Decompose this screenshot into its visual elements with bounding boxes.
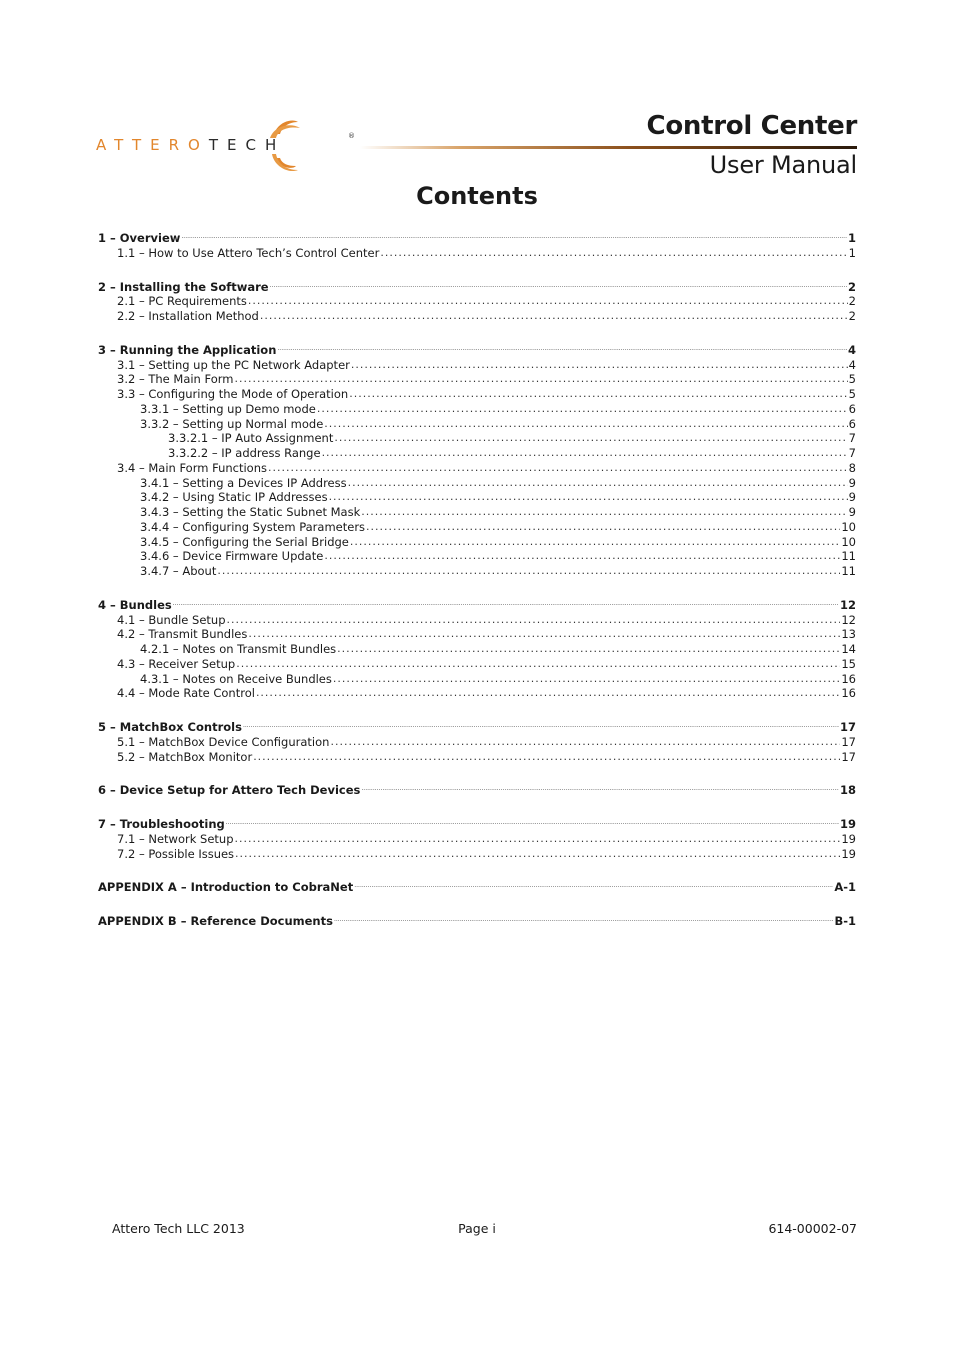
toc-entry[interactable] [98, 597, 856, 612]
toc-entry[interactable] [98, 489, 856, 504]
toc-entry-title: 3.3.2 – Setting up Normal mode [140, 416, 324, 431]
toc-entry[interactable] [98, 371, 856, 386]
toc-entry-page: 6 [848, 416, 856, 431]
toc-entry-title: 2 – Installing the Software [98, 279, 269, 294]
toc-entry-page: 9 [848, 505, 856, 519]
toc-entry-title: 3.4.6 – Device Firmware Update [140, 549, 324, 564]
toc-entry-page: 2 [848, 294, 856, 309]
toc-dot-leader [236, 657, 840, 671]
toc-entry-page: 5 [848, 372, 856, 387]
toc-entry[interactable] [98, 357, 856, 372]
toc-entry[interactable] [98, 342, 856, 357]
toc-entry-page: 10 [841, 534, 856, 549]
toc-dot-leader [330, 735, 840, 749]
footer-company: Attero Tech LLC 2013 [112, 1221, 245, 1236]
toc-entry[interactable] [98, 563, 856, 578]
toc-entry-page: 1 [847, 231, 856, 245]
toc-dot-leader [270, 280, 847, 294]
toc-entry[interactable] [98, 460, 856, 475]
contents-heading: Contents [416, 182, 538, 210]
toc-dot-leader [243, 720, 839, 734]
toc-entry[interactable] [98, 612, 856, 627]
toc-entry-title: 3.3 – Configuring the Mode of Operation [117, 387, 349, 401]
toc-dot-leader [354, 880, 833, 894]
toc-entry[interactable] [98, 641, 856, 656]
toc-entry-title: 3.4 – Main Form Functions [117, 460, 267, 475]
toc-entry-title: 3.2 – The Main Form [117, 372, 234, 387]
toc-entry[interactable] [98, 548, 856, 563]
toc-entry[interactable] [98, 626, 856, 641]
attero-tech-logo [96, 116, 360, 178]
registered-mark: ® [348, 132, 355, 140]
toc-dot-leader [234, 372, 847, 386]
toc-entry-title: 3.4.2 – Using Static IP Addresses [140, 490, 328, 505]
toc-entry-title: 5.1 – MatchBox Device Configuration [117, 734, 330, 749]
toc-entry-page: 1 [848, 245, 856, 260]
toc-dot-leader [227, 613, 841, 627]
toc-entry-page: 2 [847, 279, 856, 294]
toc-entry-title: 4.2.1 – Notes on Transmit Bundles [140, 642, 337, 656]
toc-entry-title: 3.4.5 – Configuring the Serial Bridge [140, 534, 349, 549]
toc-entry-page: 19 [841, 831, 856, 846]
toc-dot-leader [260, 309, 848, 323]
toc-entry-page: 15 [841, 656, 856, 671]
toc-entry-title: 3.3.2.1 – IP Auto Assignment [168, 431, 334, 446]
toc-dot-leader [329, 490, 848, 504]
toc-entry[interactable] [98, 719, 856, 734]
toc-entry-title: 5.2 – MatchBox Monitor [117, 749, 253, 764]
toc-entry-title: 7.1 – Network Setup [117, 831, 234, 846]
toc-entry[interactable] [98, 230, 856, 245]
toc-entry-page: 9 [848, 475, 856, 490]
toc-entry[interactable] [98, 245, 856, 260]
toc-entry-page: 19 [839, 817, 856, 831]
toc-entry-page: 4 [847, 342, 856, 357]
toc-entry[interactable] [98, 308, 856, 323]
toc-entry[interactable] [98, 913, 856, 928]
toc-entry-page: 10 [841, 519, 856, 534]
toc-entry-page: 11 [841, 549, 856, 564]
toc-dot-leader [248, 294, 848, 308]
toc-dot-leader [324, 417, 847, 431]
toc-dot-leader [348, 476, 848, 490]
toc-entry-title: 3 – Running the Application [98, 342, 277, 357]
toc-dot-leader [333, 672, 840, 686]
toc-entry-page: 19 [841, 846, 856, 861]
toc-dot-leader [256, 686, 840, 700]
toc-entry-page: 17 [839, 720, 856, 734]
footer-page-number: Page i [458, 1221, 496, 1236]
toc-dot-leader [277, 343, 847, 357]
toc-entry-page: 9 [848, 490, 856, 505]
toc-entry[interactable] [98, 831, 856, 846]
toc-entry-title: 3.1 – Setting up the PC Network Adapter [117, 357, 350, 372]
toc-entry-title: 1 – Overview [98, 231, 181, 245]
toc-dot-leader [217, 564, 840, 578]
toc-entry-title: 2.1 – PC Requirements [117, 294, 247, 309]
toc-entry-page: 17 [841, 734, 856, 749]
toc-entry-title: 4.1 – Bundle Setup [117, 612, 226, 627]
toc-entry[interactable] [98, 401, 856, 416]
toc-dot-leader [226, 817, 839, 831]
toc-entry[interactable] [98, 445, 856, 460]
toc-entry-title: 3.4.7 – About [140, 564, 217, 578]
toc-entry[interactable] [98, 519, 856, 534]
toc-dot-leader [268, 461, 848, 475]
toc-dot-leader [380, 246, 847, 260]
toc-dot-leader [317, 402, 848, 416]
toc-entry[interactable] [98, 816, 856, 831]
toc-entry[interactable] [98, 293, 856, 308]
toc-entry[interactable] [98, 430, 856, 445]
toc-entry-title: 4 – Bundles [98, 597, 172, 612]
toc-dot-leader [351, 358, 848, 372]
toc-entry[interactable] [98, 386, 856, 401]
toc-entry-page: 13 [841, 627, 856, 642]
toc-entry[interactable] [98, 749, 856, 764]
toc-entry[interactable] [98, 734, 856, 749]
toc-entry[interactable] [98, 671, 856, 686]
toc-dot-leader [361, 783, 839, 797]
toc-entry-title: 1.1 – How to Use Attero Tech’s Control Center [117, 245, 380, 260]
toc-entry-page: 2 [848, 309, 856, 323]
toc-dot-leader [173, 598, 839, 612]
toc-dot-leader [366, 520, 840, 534]
toc-entry-page: 5 [848, 387, 856, 401]
toc-entry-title: 4.2 – Transmit Bundles [117, 627, 248, 642]
toc-entry-title: 5 – MatchBox Controls [98, 720, 242, 734]
toc-entry-page: 16 [841, 686, 856, 701]
footer-document-number: 614-00002-07 [768, 1221, 857, 1236]
toc-entry-page: 11 [841, 564, 856, 578]
toc-entry[interactable] [98, 846, 856, 861]
toc-dot-leader [337, 642, 840, 656]
toc-dot-leader [235, 847, 840, 861]
toc-entry-page: 17 [841, 749, 856, 764]
toc-entry[interactable] [98, 504, 856, 519]
toc-dot-leader [181, 231, 847, 245]
toc-dot-leader [334, 431, 847, 445]
toc-entry[interactable] [98, 416, 856, 431]
toc-entry-title: 6 – Device Setup for Attero Tech Devices [98, 783, 361, 798]
toc-entry-page: B-1 [834, 914, 856, 928]
toc-entry-page: 7 [848, 431, 856, 446]
toc-entry-title: 3.3.1 – Setting up Demo mode [140, 401, 316, 416]
toc-dot-leader [350, 535, 840, 549]
toc-entry[interactable] [98, 656, 856, 671]
toc-entry-page: 7 [848, 446, 856, 460]
toc-entry-title: 3.4.4 – Configuring System Parameters [140, 519, 366, 534]
toc-entry-page: 18 [839, 783, 856, 798]
toc-entry-title: 3.4.1 – Setting a Devices IP Address [140, 475, 347, 490]
toc-entry-title: 3.3.2.2 – IP address Range [168, 446, 321, 460]
toc-entry-page: 8 [848, 460, 856, 475]
toc-dot-leader [361, 505, 847, 519]
toc-dot-leader [322, 446, 848, 460]
toc-entry-title: APPENDIX A – Introduction to CobraNet [98, 880, 354, 895]
toc-entry-page: 12 [839, 597, 856, 612]
toc-entry[interactable] [98, 475, 856, 490]
toc-entry-page: A-1 [834, 880, 856, 895]
toc-entry[interactable] [98, 879, 856, 894]
toc-entry-title: 7.2 – Possible Issues [117, 846, 235, 861]
toc-entry-title: 4.3.1 – Notes on Receive Bundles [140, 671, 332, 686]
toc-entry-title: 7 – Troubleshooting [98, 817, 225, 831]
header-rule [360, 146, 857, 149]
toc-entry-page: 4 [848, 357, 856, 372]
toc-entry[interactable] [98, 685, 856, 700]
toc-dot-leader [248, 627, 840, 641]
toc-dot-leader [324, 549, 840, 563]
document-title: Control Center [646, 111, 857, 141]
toc-dot-leader [349, 387, 847, 401]
toc-entry-title: 3.4.3 – Setting the Static Subnet Mask [140, 505, 361, 519]
toc-dot-leader [334, 914, 834, 928]
toc-entry[interactable] [98, 782, 856, 797]
toc-entry-title: 2.2 – Installation Method [117, 309, 259, 323]
toc-entry[interactable] [98, 534, 856, 549]
toc-entry[interactable] [98, 279, 856, 294]
toc-entry-page: 12 [841, 612, 856, 627]
toc-entry-title: 4.3 – Receiver Setup [117, 656, 236, 671]
toc-entry-title: 4.4 – Mode Rate Control [117, 686, 255, 701]
logo-wordmark: ATTEROTECH [96, 136, 286, 154]
toc-dot-leader [253, 750, 840, 764]
toc-entry-page: 6 [848, 401, 856, 416]
document-subtitle: User Manual [709, 151, 857, 179]
toc-entry-page: 14 [841, 642, 856, 656]
toc-entry-page: 16 [841, 671, 856, 686]
toc-dot-leader [235, 832, 841, 846]
toc-entry-title: APPENDIX B – Reference Documents [98, 914, 333, 928]
